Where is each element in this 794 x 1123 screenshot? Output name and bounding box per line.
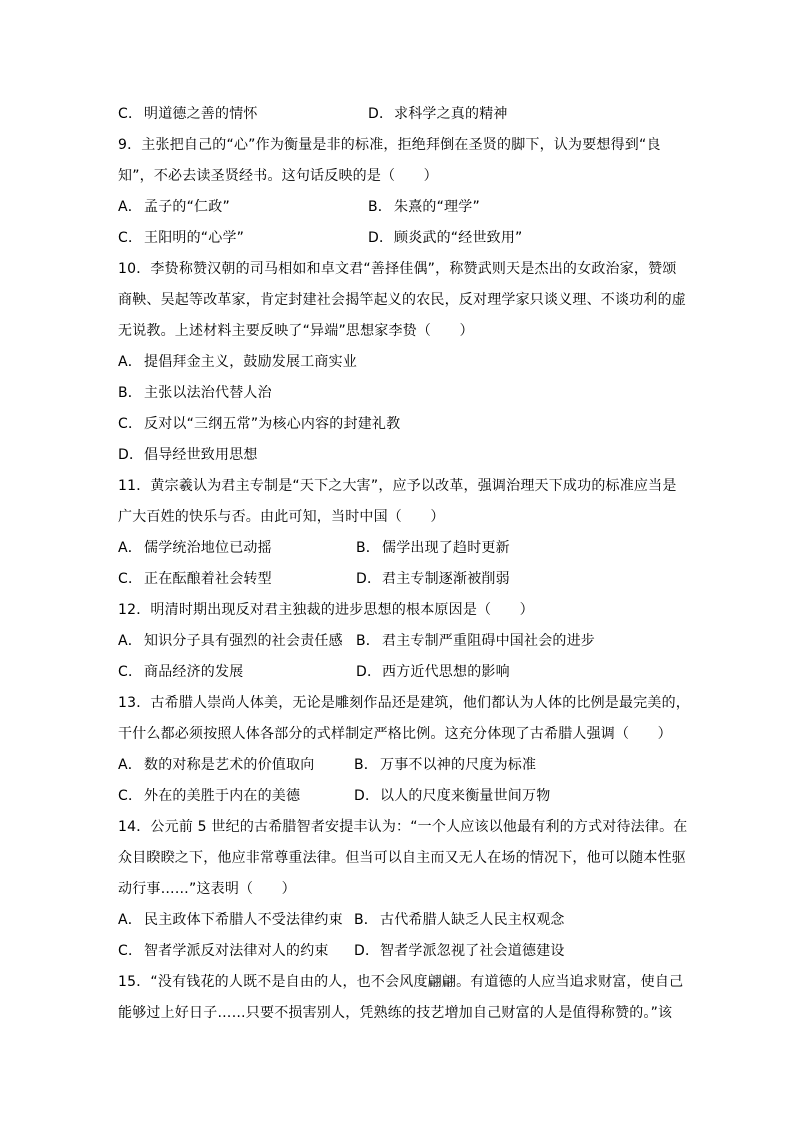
q12-stem-line-1: 12．明清时期出现反对君主独裁的进步思想的根本原因是（ ） [118, 602, 534, 618]
q10-option-b[interactable]: B． 主张以法治代替人治 [118, 385, 272, 401]
q14-options-row-cd [118, 936, 678, 967]
q12-options-row-ab [118, 626, 678, 657]
q9-option-d[interactable]: D．顾炎武的“经世致用” [368, 230, 523, 246]
q11-stem-line-2: 广大百姓的快乐与否。由此可知，当时中国（ ） [118, 509, 445, 525]
q13-option-d[interactable]: D．以人的尺度来衡量世间万物 [354, 788, 551, 804]
q10-stem-line-2: 商鞅、吴起等改革家，肯定封建社会揭竿起义的农民，反对理学家只谈义理、不谈功利的虚 [118, 292, 686, 308]
exam-page [118, 99, 691, 1029]
q14-stem-line-1: 14．公元前 5 世纪的古希腊智者安提丰认为：“一个人应该以他最有利的方式对待法律。在 [118, 819, 688, 835]
q11-options-row-cd [118, 564, 678, 595]
q9-options-row-cd [118, 223, 678, 254]
q8-options-row-cd [118, 99, 678, 130]
q12-option-b[interactable]: B． 君主专制严重阻碍中国社会的进步 [356, 633, 595, 649]
q9-option-c[interactable]: C． 王阳明的“心学” [118, 230, 245, 246]
q10-option-d[interactable]: D．倡导经世致用思想 [118, 447, 258, 463]
q14-option-a[interactable]: A． 民主政体下希腊人不受法律约束 [118, 912, 343, 928]
q12-option-c[interactable]: C． 商品经济的发展 [118, 664, 244, 680]
q14-option-b[interactable]: B． 古代希腊人缺乏人民主权观念 [354, 912, 565, 928]
q13-option-a[interactable]: A． 数的对称是艺术的价值取向 [118, 757, 315, 773]
q13-options-row-cd [118, 781, 678, 812]
q11-option-b[interactable]: B． 儒学出现了趋时更新 [356, 540, 510, 556]
q8-option-c[interactable]: C． 明道德之善的情怀 [118, 106, 258, 122]
q12-options-row-cd [118, 657, 678, 688]
q11-options-row-ab [118, 533, 678, 564]
q13-options-row-ab [118, 750, 678, 781]
q9-option-b[interactable]: B． 朱熹的“理学” [368, 199, 480, 215]
q10-stem-line-3: 无说教。上述材料主要反映了“异端”思想家李贽（ ） [118, 323, 474, 339]
q10-stem-line-1: 10．李贽称赞汉朝的司马相如和卓文君“善择佳偶”，称赞武则天是杰出的女政治家，赞颂 [118, 261, 677, 277]
q9-stem-line-2: 知”，不必去读圣贤经书。这句话反映的是（ ） [118, 168, 438, 184]
q14-options-row-ab [118, 905, 678, 936]
q15-stem-line-1: 15．“没有钱花的人既不是自由的人，也不会风度翩翩。有道德的人应当追求财富，使自己 [118, 974, 684, 990]
q13-option-c[interactable]: C． 外在的美胜于内在的美德 [118, 788, 301, 804]
q10-option-c[interactable]: C． 反对以“三纲五常”为核心内容的封建礼教 [118, 416, 401, 432]
q12-option-d[interactable]: D．西方近代思想的影响 [356, 664, 510, 680]
q14-option-d[interactable]: D．智者学派忽视了社会道德建设 [354, 943, 565, 959]
q11-option-c[interactable]: C． 正在酝酿着社会转型 [118, 571, 272, 587]
q11-option-d[interactable]: D．君主专制逐渐被削弱 [356, 571, 510, 587]
q12-option-a[interactable]: A． 知识分子具有强烈的社会责任感 [118, 633, 343, 649]
q13-stem-line-2: 干什么都必须按照人体各部分的式样制定严格比例。这充分体现了古希腊人强调（ ） [118, 726, 672, 742]
q9-stem-line-1: 9．主张把自己的“心”作为衡量是非的标准，拒绝拜倒在圣贤的脚下，认为要想得到“良 [118, 137, 661, 153]
q14-stem-line-3: 动行事……”这表明（ ） [118, 881, 296, 897]
q8-option-d[interactable]: D．求科学之真的精神 [368, 106, 508, 122]
q13-option-b[interactable]: B． 万事不以神的尺度为标准 [354, 757, 537, 773]
q14-stem-line-2: 众目睽睽之下，他应非常尊重法律。但当可以自主而又无人在场的情况下，他可以随本性驱 [118, 850, 686, 866]
q9-options-row-ab [118, 192, 678, 223]
q15-stem-line-2: 能够过上好日子……只要不损害别人，凭熟练的技艺增加自己财富的人是值得称赞的。”该 [118, 1005, 673, 1021]
q11-option-a[interactable]: A． 儒学统治地位已动摇 [118, 540, 272, 556]
q14-option-c[interactable]: C． 智者学派反对法律对人的约束 [118, 943, 329, 959]
q11-stem-line-1: 11．黄宗羲认为君主专制是“天下之大害”，应予以改革，强调治理天下成功的标准应当是 [118, 478, 677, 494]
q9-option-a[interactable]: A． 孟子的“仁政” [118, 199, 230, 215]
q10-option-a[interactable]: A． 提倡拜金主义，鼓励发展工商实业 [118, 354, 357, 370]
q13-stem-line-1: 13．古希腊人崇尚人体美，无论是雕刻作品还是建筑，他们都认为人体的比例是最完美的， [118, 695, 691, 711]
